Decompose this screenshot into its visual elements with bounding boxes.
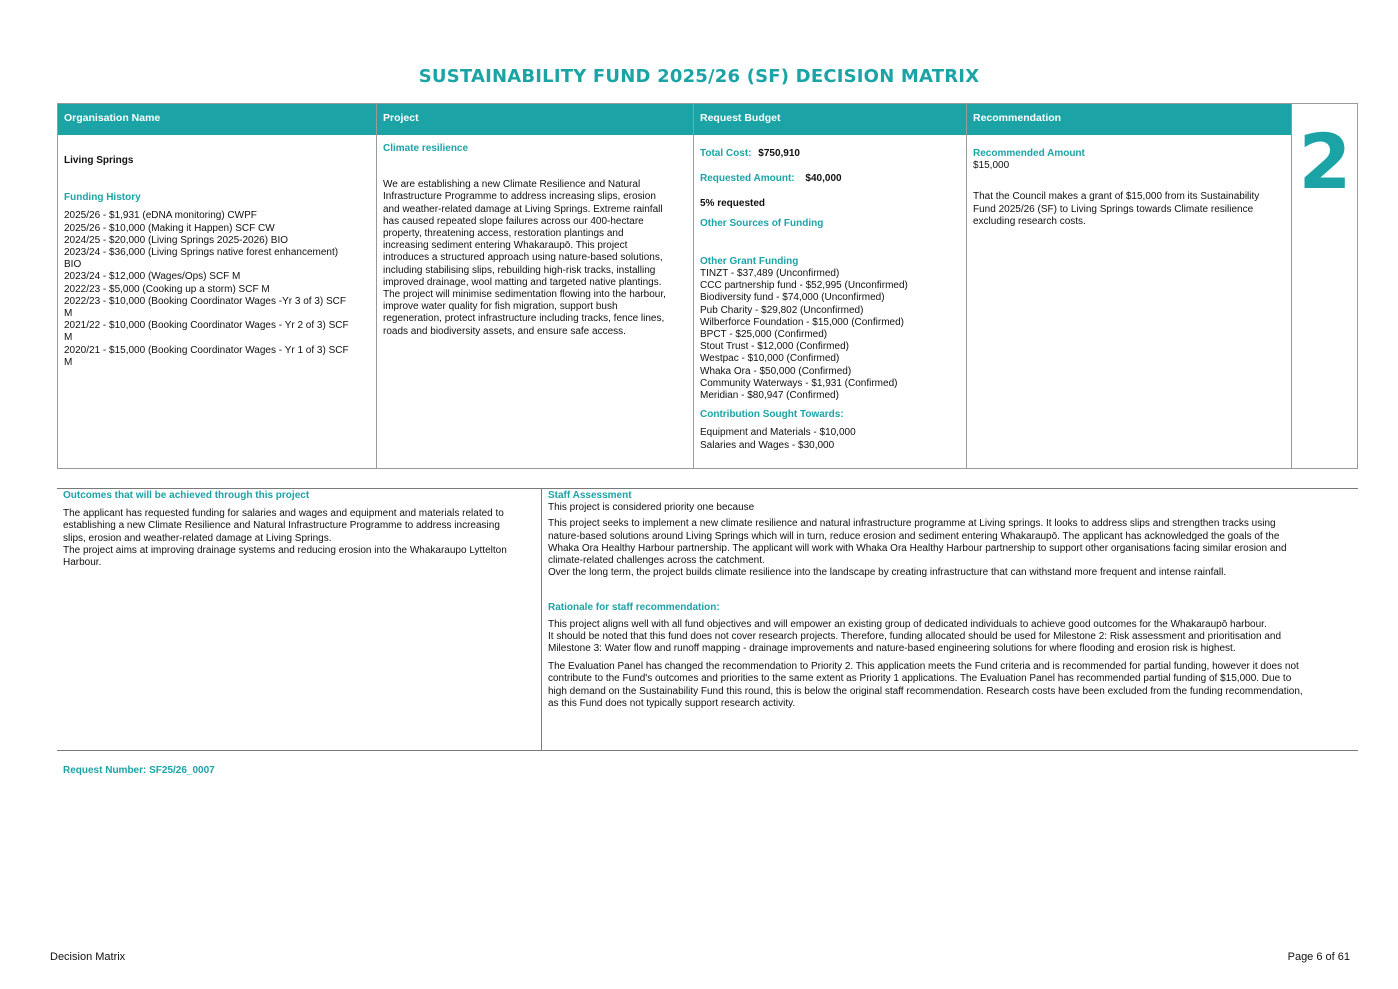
contribution-line: Salaries and Wages - $30,000 xyxy=(700,439,835,451)
outcomes-line: Harbour. xyxy=(63,557,102,569)
priority-score: 2 xyxy=(1298,117,1352,206)
contribution-line: Equipment and Materials - $10,000 xyxy=(700,427,856,439)
project-description-line: roads and biodiversity assets, and ensure safe access. xyxy=(383,325,626,337)
other-grant-line: Stout Trust - $12,000 (Confirmed) xyxy=(700,341,849,353)
outcomes-line: The applicant has requested funding for salaries and wages and equipment and materials related to xyxy=(63,508,504,520)
funding-history-list xyxy=(64,210,370,369)
project-description-line: improve water quality for fish migration, support bush xyxy=(383,301,618,313)
funding-history-line: 2022/23 - $5,000 (Cooking up a storm) SCF M xyxy=(64,283,270,295)
recommended-amount-value: $15,000 xyxy=(973,160,1010,172)
organisation-header: Organisation Name xyxy=(58,104,376,135)
recommended-amount-label: Recommended Amount xyxy=(973,148,1085,159)
funding-history-line: 2023/24 - $36,000 (Living Springs native forest enhancement) xyxy=(64,247,339,259)
other-grant-line: Pub Charity - $29,802 (Unconfirmed) xyxy=(700,304,864,316)
rationale-line: Milestone 3: Water flow and runoff mapping - drainage improvements and nature-based engineering solutions for where flooding and erosion risk is highest. xyxy=(548,643,1236,655)
staff-assessment-line: This project seeks to implement a new climate resilience and natural infrastructure programme at Living springs. It looks to address slips and strengthen tracks using xyxy=(548,518,1276,530)
project-description-line: We are establishing a new Climate Resilience and Natural xyxy=(383,179,641,191)
rationale-label: Rationale for staff recommendation: xyxy=(548,602,720,614)
project-description-line: property, threatening access, restoration plantings and xyxy=(383,228,624,240)
recommendation-header: Recommendation xyxy=(967,104,1291,135)
staff-assessment-panel xyxy=(542,489,1358,752)
page-title: SUSTAINABILITY FUND 2025/26 (SF) DECISION MATRIX xyxy=(418,66,980,87)
other-grant-line: CCC partnership fund - $52,995 (Unconfirmed) xyxy=(700,280,908,292)
staff-assessment-line: nature-based solutions around Living Springs which will in turn, reduce erosion and sediment entering Whakaraupō. The applicant has acknowledged the goals of the xyxy=(548,530,1280,542)
request-number: Request Number: SF25/26_0007 xyxy=(63,765,215,776)
project-description-line: regeneration, protect infrastructure including tracks, fence lines, xyxy=(383,313,665,325)
recommendation-line: excluding research costs. xyxy=(973,215,1086,227)
other-grant-line: Wilberforce Foundation - $15,000 (Confirmed) xyxy=(700,316,904,328)
evaluation-panel-line: The Evaluation Panel has changed the recommendation to Priority 2. This application meets the Fund criteria and is recommended for partial funding, however it does not xyxy=(548,661,1299,673)
funding-history-line: 2024/25 - $20,000 (Living Springs 2025-2026) BIO xyxy=(64,234,289,246)
other-grant-line: Westpac - $10,000 (Confirmed) xyxy=(700,353,840,365)
budget-header: Request Budget xyxy=(694,104,966,135)
priority-column xyxy=(1292,104,1358,468)
project-description-line: including stabilising slips, rebuilding high-risk tracks, installing xyxy=(383,264,656,276)
outcomes-line: slips, erosion and weather-related damage at Living Springs. xyxy=(63,532,332,544)
staff-assessment-label: Staff Assessment xyxy=(548,490,632,501)
other-grant-line: Biodiversity fund - $74,000 (Unconfirmed) xyxy=(700,292,885,304)
outcomes-text xyxy=(63,508,535,569)
outcomes-line: establishing a new Climate Resilience and Natural Infrastructure Programme to address increasing xyxy=(63,520,500,532)
organisation-name: Living Springs xyxy=(64,155,134,166)
other-grant-line: Meridian - $80,947 (Confirmed) xyxy=(700,390,839,402)
project-name: Climate resilience xyxy=(383,143,469,154)
total-cost-label: Total Cost: xyxy=(700,148,752,159)
budget-column xyxy=(694,104,967,468)
other-grant-line: Whaka Ora - $50,000 (Confirmed) xyxy=(700,365,852,377)
rationale-line: This project aligns well with all fund objectives and will empower an existing group of dedicated individuals to achieve good outcomes for the Whakaraupō harbour. xyxy=(548,618,1267,630)
funding-history-line: M xyxy=(64,356,73,368)
percent-requested: 5% requested xyxy=(700,198,766,210)
requested-amount-row xyxy=(700,173,960,185)
project-description-line: The project will minimise sedimentation flowing into the harbour, xyxy=(383,289,666,301)
other-grant-line: TINZT - $37,489 (Unconfirmed) xyxy=(700,268,840,280)
recommendation-column xyxy=(967,104,1292,468)
project-description-line: and weather-related damage at Living Springs. Extreme rainfall xyxy=(383,203,663,215)
project-description-line: increasing sediment entering Whakaraupō. This project xyxy=(383,240,628,252)
outcomes-label: Outcomes that will be achieved through this project xyxy=(63,490,310,501)
project-description-line: Infrastructure Programme to address increasing slips, erosion xyxy=(383,191,656,203)
project-header: Project xyxy=(377,104,693,135)
funding-history-line: 2020/21 - $15,000 (Booking Coordinator Wages - Yr 1 of 3) SCF xyxy=(64,344,349,356)
assessment-section xyxy=(57,488,1358,751)
evaluation-panel-line: as this Fund does not typically support research activity. xyxy=(548,697,796,709)
funding-history-line: 2025/26 - $1,931 (eDNA monitoring) CWPF xyxy=(64,210,257,222)
evaluation-panel-line: contribute to the Fund's outcomes and priorities to the same extent as Priority 1 applications. The Evaluation Panel has recommended partial funding of $15,000. Due to xyxy=(548,673,1292,685)
staff-priority-line: This project is considered priority one because xyxy=(548,502,755,514)
project-description-line: has caused repeated slope failures across our 400-hectare xyxy=(383,215,644,227)
funding-history-line: M xyxy=(64,332,73,344)
other-grant-label: Other Grant Funding xyxy=(700,255,799,267)
outcomes-panel xyxy=(57,489,542,750)
evaluation-panel-text xyxy=(548,661,1352,710)
other-sources-label: Other Sources of Funding xyxy=(700,217,824,229)
total-cost-value: $750,910 xyxy=(758,148,800,159)
requested-amount-value: $40,000 xyxy=(805,173,842,185)
page-number: Page 6 of 61 xyxy=(1287,951,1350,963)
funding-history-line: 2022/23 - $10,000 (Booking Coordinator Wages -Yr 3 of 3) SCF xyxy=(64,295,347,307)
footer-title: Decision Matrix xyxy=(50,951,126,963)
project-description-line: introduces a structured approach using nature-based solutions, xyxy=(383,252,663,264)
project-description xyxy=(383,179,687,338)
funding-history-line: BIO xyxy=(64,259,82,271)
project-description-line: improved drainage, wool matting and targeted native plantings. xyxy=(383,276,662,288)
funding-history-label: Funding History xyxy=(64,192,141,204)
outcomes-line: The project aims at improving drainage systems and reducing erosion into the Whakaraupo Lyttelton xyxy=(63,544,507,556)
project-column xyxy=(377,104,694,468)
funding-history-line: 2023/24 - $12,000 (Wages/Ops) SCF M xyxy=(64,271,241,283)
funding-history-line: 2021/22 - $10,000 (Booking Coordinator Wages - Yr 2 of 3) SCF xyxy=(64,320,349,332)
contribution-label: Contribution Sought Towards: xyxy=(700,409,844,421)
contributions-list xyxy=(700,427,960,451)
other-grants-list xyxy=(700,268,960,402)
staff-assessment-line: climate-related challenges across the catchment. xyxy=(548,555,765,567)
funding-history-line: M xyxy=(64,308,73,320)
rationale-line: It should be noted that this fund does not cover research projects. Therefore, funding allocated should be used for Milestone 2: Risk assessment and prioritisation and xyxy=(548,630,1282,642)
recommendation-text xyxy=(973,191,1285,228)
evaluation-panel-line: high demand on the Sustainability Fund this round, this is below the original staff recommendation. Research costs have been excluded from the funding recommendation, xyxy=(548,685,1303,697)
total-cost-row xyxy=(700,148,960,160)
requested-amount-label: Requested Amount: xyxy=(700,173,795,185)
recommendation-line: Fund 2025/26 (SF) to Living Springs towards Climate resilience xyxy=(973,203,1254,215)
rationale-text xyxy=(548,619,1352,656)
other-grant-line: Community Waterways - $1,931 (Confirmed) xyxy=(700,377,898,389)
staff-assessment-line: Over the long term, the project builds climate resilience into the landscape by creating infrastructure that can withstand more frequent and intense rainfall. xyxy=(548,567,1227,579)
staff-assessment-line: Whaka Ora Healthy Harbour partnership. The applicant will work with Whaka Ora Healthy Harbour partnership to support other organisations facing similar erosion and xyxy=(548,542,1287,554)
staff-assessment-text xyxy=(548,518,1352,579)
decision-matrix-table xyxy=(57,103,1358,469)
other-grant-line: BPCT - $25,000 (Confirmed) xyxy=(700,329,828,341)
funding-history-line: 2025/26 - $10,000 (Making it Happen) SCF CW xyxy=(64,222,275,234)
organisation-column xyxy=(58,104,377,468)
recommendation-line: That the Council makes a grant of $15,000 from its Sustainability xyxy=(973,191,1260,203)
